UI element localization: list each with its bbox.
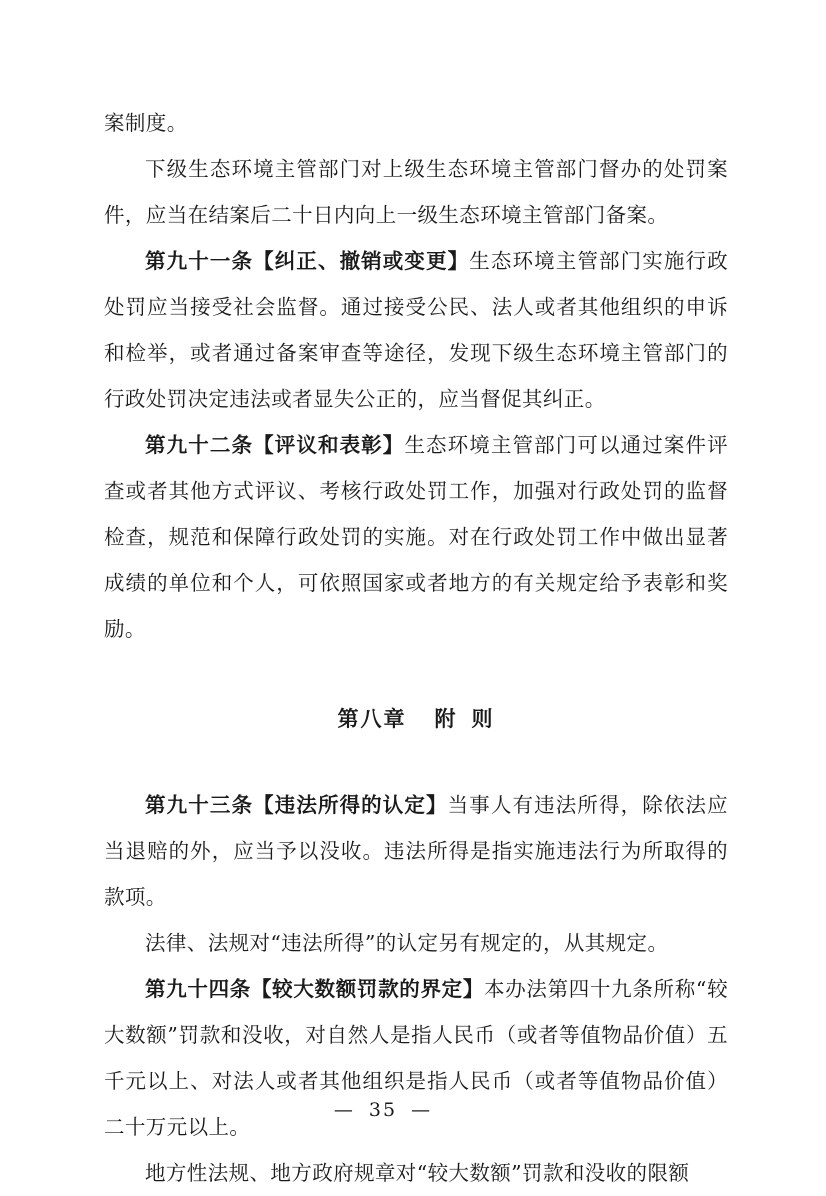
paragraph-article-92 <box>104 422 728 652</box>
article-label-94: 第九十四条【较大数额罚款的界定】 <box>145 977 485 1001</box>
chapter-title-char-2: 则 <box>471 706 495 731</box>
chapter-title-char-1: 附 <box>434 706 458 731</box>
paragraph-text: 生态环境主管部门可以通过案件评查或者其他方式评议、考核行政处罚工作，加强对行政处罚的监督检查，规范和保障行政处罚的实施。对在行政处罚工作中做出显著成绩的单位和个人，可依照国家或者地方的有关规定给予表彰和奖励。 <box>104 433 728 641</box>
paragraph-text: 生态环境主管部门实施行政处罚应当接受社会监督。通过接受公民、法人或者其他组织的申诉和检举，或者通过备案审查等途径，发现下级生态环境主管部门的行政处罚决定违法或者显失公正的，应当督促其纠正。 <box>104 249 728 411</box>
paragraph-text: 案制度。 <box>104 111 188 135</box>
paragraph-text: 法律、法规对“违法所得”的认定另有规定的，从其规定。 <box>145 931 669 955</box>
paragraph-law-regulation <box>104 920 728 966</box>
paragraph-article-94 <box>104 966 728 1150</box>
document-body <box>104 100 728 1196</box>
paragraph-report-filing <box>104 146 728 238</box>
paragraph-text: 下级生态环境主管部门对上级生态环境主管部门督办的处罚案件，应当在结案后二十日内向上一级生态环境主管部门备案。 <box>104 157 728 227</box>
page-number-dash-right: — <box>411 1099 433 1121</box>
article-label-92: 第九十二条【评议和表彰】 <box>145 433 405 457</box>
paragraph-text: 地方性法规、地方政府规章对“较大数额”罚款和没收的限额 <box>145 1161 690 1185</box>
paragraph-article-91 <box>104 238 728 422</box>
paragraph-text: 当事人有违法所得，除依法应当退赔的外，应当予以没收。违法所得是指实施违法行为所取得的款项。 <box>104 793 728 909</box>
page-number-value: 35 <box>368 1099 398 1121</box>
page-number-footer <box>0 1099 826 1121</box>
paragraph-continuation <box>104 100 728 146</box>
chapter-heading <box>104 696 728 742</box>
article-label-91: 第九十一条【纠正、撤销或变更】 <box>145 249 470 273</box>
paragraph-local-regulation <box>104 1150 728 1196</box>
page-number-dash-left: — <box>333 1099 355 1121</box>
paragraph-article-93 <box>104 782 728 920</box>
chapter-number: 第八章 <box>337 706 407 731</box>
paragraph-text: 本办法第四十九条所称“较大数额”罚款和没收，对自然人是指人民币（或者等值物品价值）五千元以上、对法人或者其他组织是指人民币（或者等值物品价值）二十万元以上。 <box>104 977 728 1139</box>
article-label-93: 第九十三条【违法所得的认定】 <box>145 793 448 817</box>
